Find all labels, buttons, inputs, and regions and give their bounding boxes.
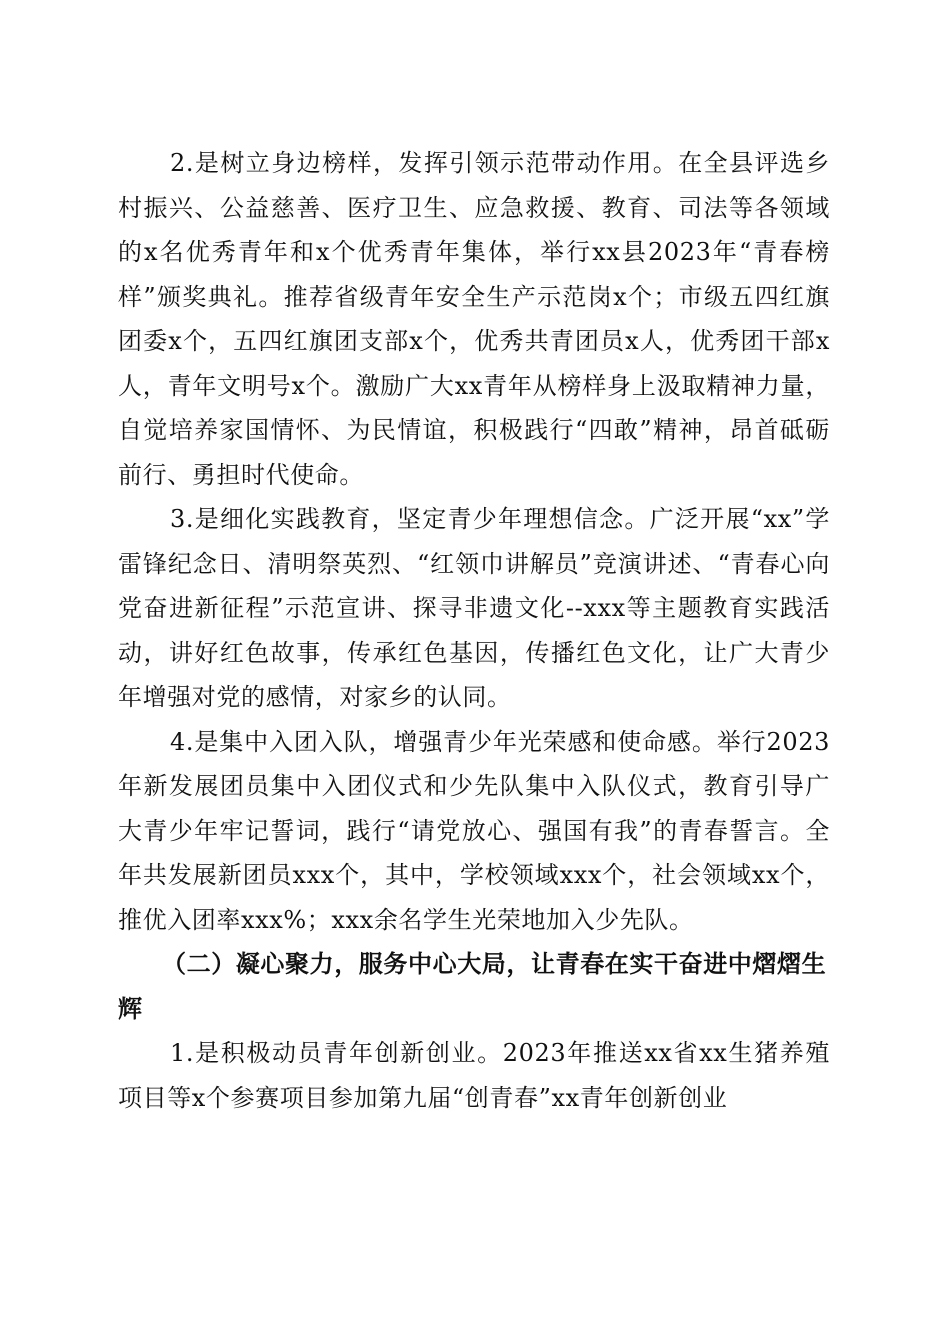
document-body	[118, 141, 830, 1120]
paragraph-innovation: 1.是积极动员青年创新创业。2023年推送xx省xx生猪养殖项目等x个参赛项目参加第九届“创青春”xx青年创新创业	[118, 1039, 830, 1112]
paragraph-league-joining: 4.是集中入团入队，增强青少年光荣感和使命感。举行2023年新发展团员集中入团仪式和少先队集中入队仪式，教育引导广大青少年牢记誓词，践行“请党放心、强国有我”的青春誓言。全年共发展新团员xxx个，其中，学校领域xxx个，社会领域xx个，推优入团率xxx%；xxx余名学生光荣地加入少先队。	[118, 727, 830, 934]
paragraph-role-models: 2.是树立身边榜样，发挥引领示范带动作用。在全县评选乡村振兴、公益慈善、医疗卫生、应急救援、教育、司法等各领域的x名优秀青年和x个优秀青年集体，举行xx县2023年“青春榜样”颁奖典礼。推荐省级青年安全生产示范岗x个；市级五四红旗团委x个，五四红旗团支部x个，优秀共青团员x人，优秀团干部x人，青年文明号x个。激励广大xx青年从榜样身上汲取精神力量，自觉培养家国情怀、为民情谊，积极践行“四敢”精神，昂首砥砺前行、勇担时代使命。	[118, 149, 830, 489]
section-heading-two: （二）凝心聚力，服务中心大局，让青春在实干奋进中熠熠生辉	[118, 949, 827, 1023]
paragraph-practice-education: 3.是细化实践教育，坚定青少年理想信念。广泛开展“xx”学雷锋纪念日、清明祭英烈、“红领巾讲解员”竞演讲述、“青春心向党奋进新征程”示范宣讲、探寻非遗文化--xxx等主题教育实践活动，讲好红色故事，传承红色基因，传播红色文化，让广大青少年增强对党的感情，对家乡的认同。	[118, 505, 830, 711]
